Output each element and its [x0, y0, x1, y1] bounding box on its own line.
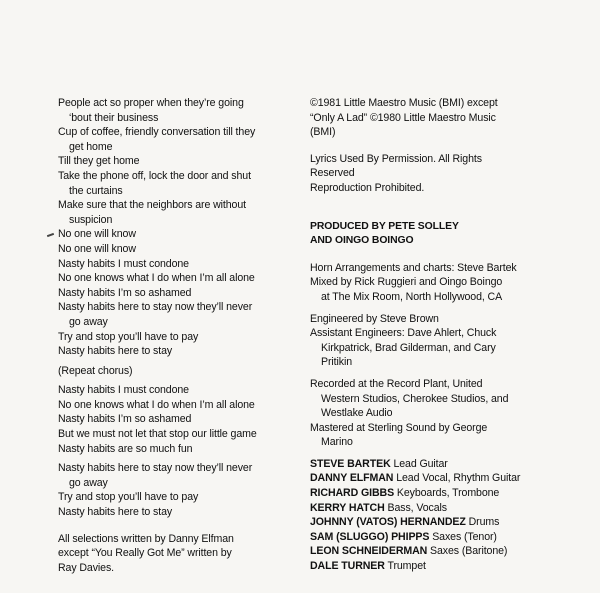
writers-line: Ray Davies.: [58, 561, 115, 574]
member-role: Drums: [468, 516, 500, 529]
copyright-line: “Only A Lad” ©1980 Little Maestro Music: [310, 111, 496, 124]
band-member: [310, 501, 560, 516]
lyric-line: Make sure that the neighbors are without: [58, 199, 246, 212]
engineering-credits: [310, 312, 560, 370]
permission-line: Lyrics Used By Permission. All Rights: [310, 152, 482, 165]
lyric-line: suspicion: [69, 213, 113, 226]
band-member: [310, 471, 560, 486]
lyric-line: But we must not let that stop our little game: [58, 428, 257, 441]
lyric-line: Try and stop you’ll have to pay: [58, 491, 199, 504]
lyric-line: go away: [69, 315, 108, 328]
credit-line: Kirkpatrick, Brad Gilderman, and Cary: [321, 341, 496, 354]
lyric-line: People act so proper when they’re going: [58, 97, 244, 109]
band-members: [310, 457, 560, 574]
credits-column: [310, 96, 560, 574]
member-name: SAM (SLUGGO) PHIPPS: [310, 530, 430, 543]
lyric-line: the curtains: [69, 184, 123, 197]
credit-line: Recorded at the Record Plant, United: [310, 377, 483, 390]
credit-line: Engineered by Steve Brown: [310, 312, 439, 325]
lyric-line: (Repeat chorus): [58, 364, 133, 377]
permission-line: Reserved: [310, 167, 355, 180]
lyric-line: Nasty habits I’m so ashamed: [58, 286, 192, 299]
member-role: Keyboards, Trombone: [396, 487, 500, 500]
writers-credit: [58, 532, 296, 576]
lyric-line: Cup of coffee, friendly conversation till they: [58, 126, 256, 139]
lyric-line: No one knows what I do when I’m all alone: [58, 398, 255, 411]
lyric-line: Nasty habits I must condone: [58, 257, 189, 270]
producer-line: AND OINGO BOINGO: [310, 235, 414, 247]
lyric-line: Nasty habits I’m so ashamed: [58, 413, 192, 426]
lyric-line: Try and stop you’ll have to pay: [58, 330, 199, 343]
band-member: [310, 544, 560, 559]
member-name: DANNY ELFMAN: [310, 472, 394, 485]
producer-credit: [310, 220, 560, 249]
lyric-line: go away: [69, 476, 108, 489]
member-role: Saxes (Tenor): [432, 530, 497, 543]
band-member: [310, 559, 560, 574]
credit-line: Western Studios, Cherokee Studios, and: [321, 392, 509, 405]
member-name: KERRY HATCH: [310, 501, 385, 514]
recording-credits: [310, 377, 560, 450]
lyric-line: Take the phone off, lock the door and shut: [58, 169, 251, 182]
lyric-line: Nasty habits here to stay: [58, 506, 173, 519]
credit-line: at The Mix Room, North Hollywood, CA: [321, 290, 503, 303]
copyright-notice: [310, 96, 560, 140]
credit-line: Pritikin: [321, 356, 352, 369]
lyric-line: No one will know: [58, 228, 136, 241]
member-role: Lead Guitar: [393, 457, 448, 470]
writers-line: except “You Really Got Me” written by: [58, 547, 232, 560]
copyright-line: ©1981 Little Maestro Music (BMI) except: [310, 97, 498, 109]
member-role: Lead Vocal, Rhythm Guitar: [396, 472, 521, 485]
lyric-line: Till they get home: [58, 155, 140, 168]
credit-line: Westlake Audio: [321, 407, 393, 420]
credit-line: Horn Arrangements and charts: Steve Bartek: [310, 261, 517, 274]
credit-line: Mastered at Sterling Sound by George: [310, 421, 488, 434]
lyric-line: Nasty habits here to stay: [58, 345, 173, 358]
lyric-line: get home: [69, 140, 113, 153]
band-member: [310, 457, 560, 472]
lyric-line: Nasty habits here to stay now they’ll never: [58, 301, 253, 314]
credit-line: Marino: [321, 436, 353, 449]
producer-line: PRODUCED BY PETE SOLLEY: [310, 220, 459, 232]
member-name: JOHNNY (VATOS) HERNANDEZ: [310, 516, 466, 529]
credit-line: Assistant Engineers: Dave Ahlert, Chuck: [310, 327, 497, 340]
writers-line: All selections written by Danny Elfman: [58, 532, 234, 545]
band-member: [310, 515, 560, 530]
lyrics-block: [58, 96, 296, 520]
band-member: [310, 530, 560, 545]
lyric-line: Nasty habits are so much fun: [58, 442, 193, 455]
member-role: Saxes (Baritone): [430, 545, 508, 558]
lyric-line: No one knows what I do when I’m all alone: [58, 272, 255, 285]
band-member: [310, 486, 560, 501]
member-name: LEON SCHNEIDERMAN: [310, 545, 428, 558]
member-role: Bass, Vocals: [387, 501, 447, 514]
lyrics-column: [58, 96, 296, 575]
pen-mark: [47, 233, 54, 237]
lyric-line: No one will know: [58, 242, 136, 255]
arrangement-credits: [310, 261, 560, 305]
permission-notice: [310, 152, 560, 196]
member-name: DALE TURNER: [310, 560, 385, 573]
lyric-line: ‘bout their business: [69, 111, 159, 124]
copyright-line: (BMI): [310, 126, 336, 139]
member-role: Trumpet: [387, 560, 426, 573]
member-name: RICHARD GIBBS: [310, 487, 395, 500]
permission-line: Reproduction Prohibited.: [310, 181, 425, 194]
member-name: STEVE BARTEK: [310, 457, 391, 470]
credit-line: Mixed by Rick Ruggieri and Oingo Boingo: [310, 276, 503, 289]
lyric-line: Nasty habits I must condone: [58, 384, 189, 397]
lyric-line: Nasty habits here to stay now they’ll never: [58, 462, 253, 475]
